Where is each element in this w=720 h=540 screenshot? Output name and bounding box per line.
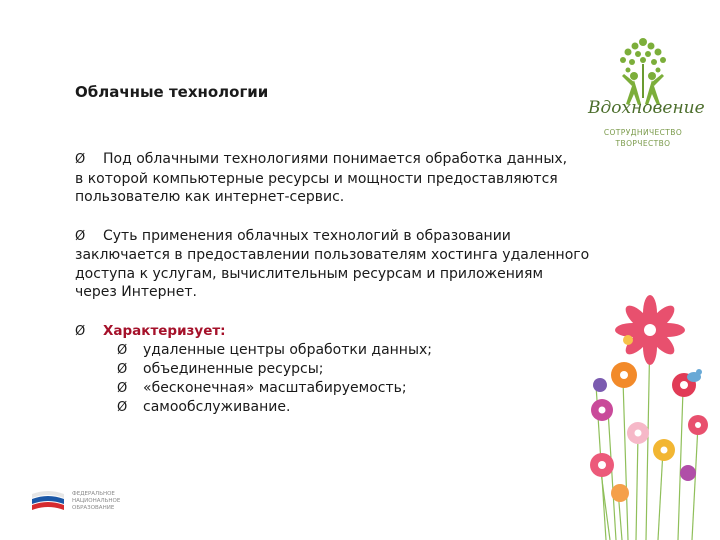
footer-line: НАЦИОНАЛЬНОЕ [72,498,121,504]
decorative-flowers-illustration [588,235,720,540]
logo-subtitle-1: СОТРУДНИЧЕСТВО [603,128,683,137]
paragraph-line: через Интернет. [75,284,197,300]
characterizes-block [75,322,610,418]
characterizes-heading: Характеризует: [103,322,226,339]
arrow-bullet-icon: Ø [117,362,128,377]
national-education-logo-icon [30,488,66,518]
flower-large-pink [615,295,685,365]
content-body [75,150,610,417]
arrow-bullet-icon: Ø [117,343,128,358]
arrow-bullet-icon: Ø [75,323,86,339]
paragraph-line: Суть применения облачных технологий в образовании [103,227,511,244]
arrow-bullet-icon: Ø [75,228,86,244]
paragraph-cloud-definition [75,150,610,207]
logo-subtitle-2: ТВОРЧЕСТВО [615,139,671,148]
footer-logo-text [72,491,120,512]
list-item-text: удаленные центры обработки данных; [143,342,433,358]
list-item [75,379,610,398]
footer-line: ФЕДЕРАЛЬНОЕ [72,491,115,497]
list-item-text: объединенные ресурсы; [143,361,324,377]
paragraph-line: заключается в предоставлении пользователям хостинга удаленного [75,247,590,263]
arrow-bullet-icon: Ø [75,152,86,167]
list-item [75,360,610,379]
logo-name: Вдохновение [588,98,705,118]
list-item [75,341,610,360]
characterizes-list [75,341,610,417]
footer-line: ОБРАЗОВАНИЕ [72,505,115,511]
characterizes-heading-row [75,322,610,342]
paragraph-line: в которой компьютерные ресурсы и мощности предоставляются [75,170,558,187]
list-item [75,398,610,417]
list-item-text: самообслуживание. [143,399,291,415]
paragraph-line: пользователю как интернет-сервис. [75,189,345,205]
paragraph-education-use [75,227,610,302]
paragraph-line: доступа к услугам, вычислительным ресурсам и приложениям [75,265,544,282]
list-item-text: «бесконечная» масштабируемость; [143,380,407,396]
bird-icon [687,369,702,382]
arrow-bullet-icon: Ø [117,400,128,415]
slide-title: Облачные технологии [75,83,269,101]
paragraph-line: Под облачными технологиями понимается обработка данных, [103,151,568,167]
arrow-bullet-icon: Ø [117,381,128,396]
